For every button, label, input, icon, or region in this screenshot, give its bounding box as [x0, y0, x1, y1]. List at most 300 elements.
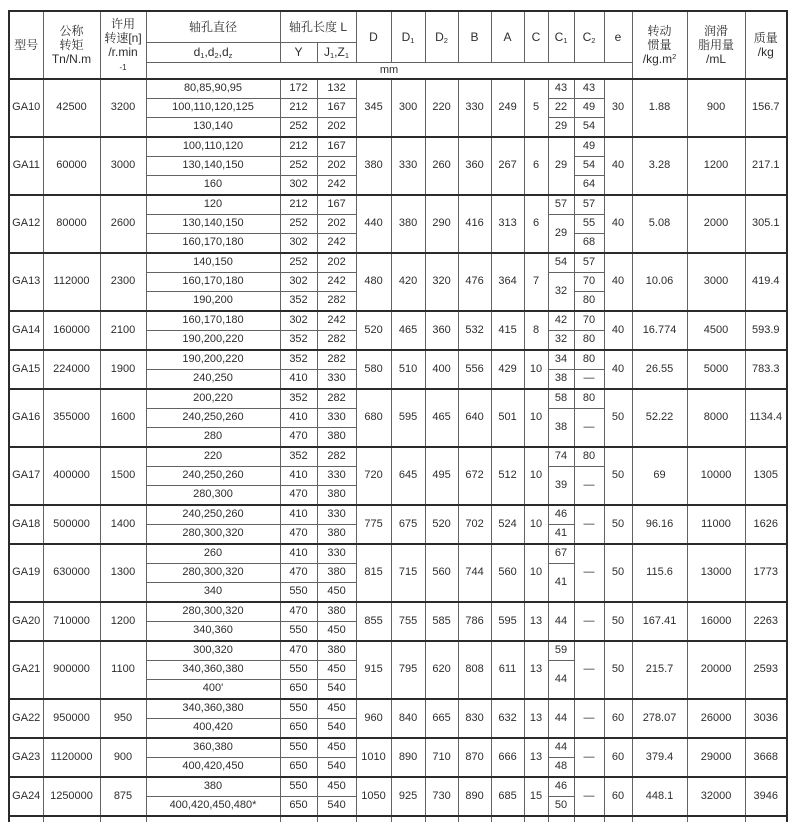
b-cell: 870 — [458, 738, 491, 777]
c2-cell: 70 — [574, 273, 604, 292]
c1-cell: 67 — [548, 544, 574, 564]
grease-cell: 2000 — [687, 195, 745, 253]
d2-cell: 560 — [425, 544, 458, 602]
c1-cell: 22 — [548, 99, 574, 118]
len-y-cell: 352 — [280, 331, 317, 351]
clipped-row-cell — [745, 816, 787, 822]
clipped-row-cell — [391, 816, 425, 822]
d2-cell: 710 — [425, 738, 458, 777]
model-cell: GA12 — [9, 195, 43, 253]
inertia-cell: 379.4 — [632, 738, 687, 777]
bore-cell: 200,220 — [146, 389, 280, 409]
col-header-dim-e: e — [604, 11, 632, 63]
d1-cell: 675 — [391, 505, 425, 544]
a-cell: 611 — [491, 641, 524, 699]
spec-table — [8, 10, 788, 822]
len-jz-cell: 202 — [317, 215, 356, 234]
len-jz-cell: 450 — [317, 583, 356, 603]
col-header-dim-d: D — [356, 11, 391, 63]
bore-cell: 100,110,120,125 — [146, 99, 280, 118]
model-cell: GA23 — [9, 738, 43, 777]
c2-cell: 80 — [574, 389, 604, 409]
clipped-row-cell — [687, 816, 745, 822]
len-jz-cell: 380 — [317, 602, 356, 622]
len-jz-cell: 380 — [317, 564, 356, 583]
col-header-bore-diameter: 轴孔直径 — [146, 11, 280, 43]
inertia-cell: 16.774 — [632, 311, 687, 350]
inertia-cell: 1.88 — [632, 79, 687, 137]
c2-cell: 80 — [574, 447, 604, 467]
len-y-cell: 470 — [280, 641, 317, 661]
grease-cell: 20000 — [687, 641, 745, 699]
c1-cell: 58 — [548, 389, 574, 409]
col-header-bore-sub: $d_1,d_2,d_z$ — [146, 43, 280, 63]
c1-cell: 46 — [548, 777, 574, 797]
d1-cell: 715 — [391, 544, 425, 602]
e-cell: 50 — [604, 544, 632, 602]
model-cell: GA14 — [9, 311, 43, 350]
d1-cell: 595 — [391, 389, 425, 447]
c1-cell: 29 — [548, 118, 574, 138]
len-jz-cell: 540 — [317, 719, 356, 739]
b-cell: 830 — [458, 699, 491, 738]
grease-cell: 32000 — [687, 777, 745, 816]
c2-cell: — — [574, 467, 604, 506]
a-cell: 595 — [491, 602, 524, 641]
c1-cell: 32 — [548, 331, 574, 351]
c2-cell: — — [574, 505, 604, 544]
col-header-length-jz: $J_1,Z_1$ — [317, 43, 356, 63]
bore-cell: 340,360 — [146, 622, 280, 642]
d1-cell: 380 — [391, 195, 425, 253]
c2-cell: 64 — [574, 176, 604, 196]
torque-cell: 160000 — [43, 311, 100, 350]
speed-cell: 950 — [100, 699, 146, 738]
len-jz-cell: 380 — [317, 525, 356, 545]
a-cell: 524 — [491, 505, 524, 544]
c2-cell: — — [574, 641, 604, 699]
len-jz-cell: 450 — [317, 661, 356, 680]
len-jz-cell: 330 — [317, 409, 356, 428]
d-cell: 915 — [356, 641, 391, 699]
bore-cell: 160,170,180 — [146, 234, 280, 254]
speed-cell: 1200 — [100, 602, 146, 641]
c1-cell: 29 — [548, 137, 574, 195]
len-jz-cell: 450 — [317, 777, 356, 797]
len-jz-cell: 242 — [317, 273, 356, 292]
c2-cell: 80 — [574, 292, 604, 312]
bore-cell: 240,250 — [146, 370, 280, 390]
c2-cell: 43 — [574, 79, 604, 99]
d1-cell: 840 — [391, 699, 425, 738]
d-cell: 720 — [356, 447, 391, 505]
len-jz-cell: 282 — [317, 331, 356, 351]
d2-cell: 495 — [425, 447, 458, 505]
col-header-length-y: Y — [280, 43, 317, 63]
bore-cell: 340,360,380 — [146, 661, 280, 680]
model-cell: GA15 — [9, 350, 43, 389]
mass-cell: 1305 — [745, 447, 787, 505]
d1-cell: 300 — [391, 79, 425, 137]
c2-cell: 68 — [574, 234, 604, 254]
c1-cell: 43 — [548, 79, 574, 99]
bore-cell: 400,420 — [146, 719, 280, 739]
d-cell: 440 — [356, 195, 391, 253]
len-jz-cell: 167 — [317, 137, 356, 157]
torque-cell: 224000 — [43, 350, 100, 389]
len-jz-cell: 330 — [317, 544, 356, 564]
speed-cell: 2600 — [100, 195, 146, 253]
d-cell: 380 — [356, 137, 391, 195]
inertia-cell: 26.55 — [632, 350, 687, 389]
len-jz-cell: 380 — [317, 486, 356, 506]
len-jz-cell: 282 — [317, 292, 356, 312]
c-cell: 10 — [524, 544, 548, 602]
d-cell: 680 — [356, 389, 391, 447]
a-cell: 666 — [491, 738, 524, 777]
c2-cell: — — [574, 370, 604, 390]
unit-row-mm: mm — [146, 63, 632, 80]
col-header-mass: 质量 /kg — [745, 11, 787, 79]
d2-cell: 730 — [425, 777, 458, 816]
grease-cell: 1200 — [687, 137, 745, 195]
mass-cell: 419.4 — [745, 253, 787, 311]
clipped-row-cell — [280, 816, 317, 822]
mass-cell: 2263 — [745, 602, 787, 641]
len-y-cell: 650 — [280, 680, 317, 700]
d1-cell: 330 — [391, 137, 425, 195]
inertia-cell: 167.41 — [632, 602, 687, 641]
len-jz-cell: 282 — [317, 350, 356, 370]
bore-cell: 190,200,220 — [146, 350, 280, 370]
d2-cell: 665 — [425, 699, 458, 738]
len-jz-cell: 132 — [317, 79, 356, 99]
inertia-cell: 69 — [632, 447, 687, 505]
a-cell: 632 — [491, 699, 524, 738]
c1-cell: 44 — [548, 699, 574, 738]
c-cell: 10 — [524, 350, 548, 389]
c2-cell: 55 — [574, 215, 604, 234]
model-cell: GA20 — [9, 602, 43, 641]
len-jz-cell: 540 — [317, 797, 356, 817]
len-y-cell: 550 — [280, 583, 317, 603]
b-cell: 640 — [458, 389, 491, 447]
bore-cell: 360,380 — [146, 738, 280, 758]
grease-cell: 5000 — [687, 350, 745, 389]
b-cell: 672 — [458, 447, 491, 505]
len-jz-cell: 242 — [317, 311, 356, 331]
c2-cell: 80 — [574, 350, 604, 370]
bore-cell: 400,420,450 — [146, 758, 280, 778]
grease-cell: 900 — [687, 79, 745, 137]
c1-cell: 54 — [548, 253, 574, 273]
c2-cell: — — [574, 602, 604, 641]
c1-cell: 39 — [548, 467, 574, 506]
c1-cell: 50 — [548, 797, 574, 817]
c1-cell: 32 — [548, 273, 574, 312]
model-cell: GA19 — [9, 544, 43, 602]
mass-cell: 1626 — [745, 505, 787, 544]
d1-cell: 465 — [391, 311, 425, 350]
mass-cell: 217.1 — [745, 137, 787, 195]
d2-cell: 400 — [425, 350, 458, 389]
b-cell: 556 — [458, 350, 491, 389]
clipped-row-cell — [43, 816, 100, 822]
bore-cell: 400,420,450,480* — [146, 797, 280, 817]
speed-cell: 1300 — [100, 544, 146, 602]
model-cell: GA22 — [9, 699, 43, 738]
torque-cell: 950000 — [43, 699, 100, 738]
inertia-cell: 215.7 — [632, 641, 687, 699]
e-cell: 50 — [604, 447, 632, 505]
speed-cell: 3000 — [100, 137, 146, 195]
c1-cell: 42 — [548, 311, 574, 331]
d-cell: 960 — [356, 699, 391, 738]
len-jz-cell: 450 — [317, 738, 356, 758]
d2-cell: 620 — [425, 641, 458, 699]
c-cell: 13 — [524, 641, 548, 699]
grease-cell: 11000 — [687, 505, 745, 544]
len-y-cell: 212 — [280, 137, 317, 157]
mass-cell: 783.3 — [745, 350, 787, 389]
mass-cell: 1773 — [745, 544, 787, 602]
bore-cell: 280 — [146, 428, 280, 448]
torque-cell: 900000 — [43, 641, 100, 699]
c-cell: 10 — [524, 505, 548, 544]
len-y-cell: 410 — [280, 370, 317, 390]
c1-cell: 59 — [548, 641, 574, 661]
col-header-model: 型号 — [9, 11, 43, 79]
b-cell: 890 — [458, 777, 491, 816]
bore-cell: 280,300 — [146, 486, 280, 506]
len-y-cell: 550 — [280, 738, 317, 758]
c1-cell: 46 — [548, 505, 574, 525]
bore-cell: 400' — [146, 680, 280, 700]
bore-cell: 240,250,260 — [146, 409, 280, 428]
torque-cell: 1250000 — [43, 777, 100, 816]
c1-cell: 74 — [548, 447, 574, 467]
a-cell: 267 — [491, 137, 524, 195]
c2-cell: 57 — [574, 253, 604, 273]
c-cell: 6 — [524, 195, 548, 253]
a-cell: 512 — [491, 447, 524, 505]
len-y-cell: 410 — [280, 467, 317, 486]
bore-cell: 300,320 — [146, 641, 280, 661]
bore-cell: 220 — [146, 447, 280, 467]
c1-cell: 44 — [548, 661, 574, 700]
bore-cell: 160,170,180 — [146, 273, 280, 292]
len-jz-cell: 242 — [317, 176, 356, 196]
e-cell: 40 — [604, 311, 632, 350]
d2-cell: 320 — [425, 253, 458, 311]
d-cell: 480 — [356, 253, 391, 311]
c1-cell: 38 — [548, 409, 574, 448]
bore-cell: 130,140,150 — [146, 215, 280, 234]
bore-cell: 340 — [146, 583, 280, 603]
c2-cell: — — [574, 409, 604, 448]
b-cell: 476 — [458, 253, 491, 311]
b-cell: 416 — [458, 195, 491, 253]
c1-cell: 34 — [548, 350, 574, 370]
bore-cell: 280,300,320 — [146, 602, 280, 622]
mass-cell: 305.1 — [745, 195, 787, 253]
torque-cell: 710000 — [43, 602, 100, 641]
speed-exponent: -1 — [119, 63, 127, 73]
len-y-cell: 352 — [280, 389, 317, 409]
bore-cell: 140,150 — [146, 253, 280, 273]
clipped-row-cell — [425, 816, 458, 822]
col-header-dim-c: C — [524, 11, 548, 63]
grease-cell: 3000 — [687, 253, 745, 311]
c2-cell: 54 — [574, 118, 604, 138]
c1-cell: 57 — [548, 195, 574, 215]
d1-cell: 925 — [391, 777, 425, 816]
len-jz-cell: 380 — [317, 428, 356, 448]
len-y-cell: 550 — [280, 777, 317, 797]
b-cell: 786 — [458, 602, 491, 641]
len-jz-cell: 202 — [317, 253, 356, 273]
e-cell: 60 — [604, 777, 632, 816]
len-y-cell: 302 — [280, 176, 317, 196]
c2-cell: 57 — [574, 195, 604, 215]
len-y-cell: 650 — [280, 758, 317, 778]
clipped-row-cell — [100, 816, 146, 822]
d-cell: 345 — [356, 79, 391, 137]
len-jz-cell: 282 — [317, 389, 356, 409]
c2-cell: — — [574, 738, 604, 777]
table-body — [9, 79, 787, 822]
len-jz-cell: 202 — [317, 118, 356, 138]
torque-cell: 400000 — [43, 447, 100, 505]
speed-cell: 1400 — [100, 505, 146, 544]
c2-cell: 49 — [574, 99, 604, 118]
bore-cell: 260 — [146, 544, 280, 564]
mass-cell: 3668 — [745, 738, 787, 777]
c1-cell: 44 — [548, 738, 574, 758]
len-jz-cell: 540 — [317, 680, 356, 700]
d-cell: 855 — [356, 602, 391, 641]
len-jz-cell: 167 — [317, 99, 356, 118]
len-y-cell: 352 — [280, 447, 317, 467]
c-cell: 5 — [524, 79, 548, 137]
len-jz-cell: 282 — [317, 447, 356, 467]
d2-cell: 585 — [425, 602, 458, 641]
torque-cell: 42500 — [43, 79, 100, 137]
e-cell: 60 — [604, 699, 632, 738]
speed-cell: 900 — [100, 738, 146, 777]
len-jz-cell: 242 — [317, 234, 356, 254]
b-cell: 702 — [458, 505, 491, 544]
len-y-cell: 550 — [280, 699, 317, 719]
len-y-cell: 410 — [280, 409, 317, 428]
c2-cell: — — [574, 544, 604, 602]
len-jz-cell: 380 — [317, 641, 356, 661]
len-jz-cell: 330 — [317, 370, 356, 390]
clipped-row-cell — [632, 816, 687, 822]
col-header-dim-c1: $C_1$ — [548, 11, 574, 63]
clipped-row-cell — [574, 816, 604, 822]
len-jz-cell: 202 — [317, 157, 356, 176]
a-cell: 249 — [491, 79, 524, 137]
col-header-dim-c2: $C_2$ — [574, 11, 604, 63]
col-header-speed: 许用 转速[n] /r.min -1 — [100, 11, 146, 79]
bore-cell: 380 — [146, 777, 280, 797]
grease-cell: 29000 — [687, 738, 745, 777]
d-cell: 520 — [356, 311, 391, 350]
speed-cell: 1600 — [100, 389, 146, 447]
clipped-row-cell — [491, 816, 524, 822]
e-cell: 50 — [604, 602, 632, 641]
len-y-cell: 252 — [280, 157, 317, 176]
len-y-cell: 302 — [280, 234, 317, 254]
e-cell: 40 — [604, 253, 632, 311]
e-cell: 60 — [604, 738, 632, 777]
clipped-row-cell — [604, 816, 632, 822]
d-cell: 815 — [356, 544, 391, 602]
mass-cell: 593.9 — [745, 311, 787, 350]
torque-cell: 80000 — [43, 195, 100, 253]
len-y-cell: 470 — [280, 602, 317, 622]
d2-cell: 465 — [425, 389, 458, 447]
inertia-cell: 3.28 — [632, 137, 687, 195]
col-header-dim-d2: $D_2$ — [425, 11, 458, 63]
bore-cell: 240,250,260 — [146, 505, 280, 525]
col-header-dim-a: A — [491, 11, 524, 63]
speed-cell: 2100 — [100, 311, 146, 350]
speed-cell: 1900 — [100, 350, 146, 389]
bore-cell: 80,85,90,95 — [146, 79, 280, 99]
inertia-cell: 10.06 — [632, 253, 687, 311]
e-cell: 50 — [604, 505, 632, 544]
a-cell: 501 — [491, 389, 524, 447]
len-y-cell: 470 — [280, 564, 317, 583]
a-cell: 560 — [491, 544, 524, 602]
len-y-cell: 302 — [280, 273, 317, 292]
len-y-cell: 352 — [280, 350, 317, 370]
bore-cell: 190,200,220 — [146, 331, 280, 351]
len-y-cell: 212 — [280, 99, 317, 118]
len-jz-cell: 540 — [317, 758, 356, 778]
a-cell: 313 — [491, 195, 524, 253]
bore-cell: 130,140 — [146, 118, 280, 138]
model-cell: GA17 — [9, 447, 43, 505]
len-y-cell: 410 — [280, 505, 317, 525]
inertia-cell: 115.6 — [632, 544, 687, 602]
c2-cell: 80 — [574, 331, 604, 351]
grease-cell: 10000 — [687, 447, 745, 505]
len-y-cell: 550 — [280, 661, 317, 680]
bore-cell: 280,300,320 — [146, 564, 280, 583]
len-y-cell: 650 — [280, 719, 317, 739]
c-cell: 10 — [524, 389, 548, 447]
bore-cell: 160,170,180 — [146, 311, 280, 331]
clipped-row-cell — [146, 816, 280, 822]
speed-cell: 2300 — [100, 253, 146, 311]
mass-cell: 156.7 — [745, 79, 787, 137]
len-y-cell: 252 — [280, 118, 317, 138]
model-cell: GA10 — [9, 79, 43, 137]
model-cell: GA18 — [9, 505, 43, 544]
bore-cell: 130,140,150 — [146, 157, 280, 176]
b-cell: 808 — [458, 641, 491, 699]
len-y-cell: 470 — [280, 525, 317, 545]
grease-cell: 13000 — [687, 544, 745, 602]
len-y-cell: 550 — [280, 622, 317, 642]
c-cell: 10 — [524, 447, 548, 505]
inertia-cell: 448.1 — [632, 777, 687, 816]
b-cell: 330 — [458, 79, 491, 137]
len-y-cell: 410 — [280, 544, 317, 564]
